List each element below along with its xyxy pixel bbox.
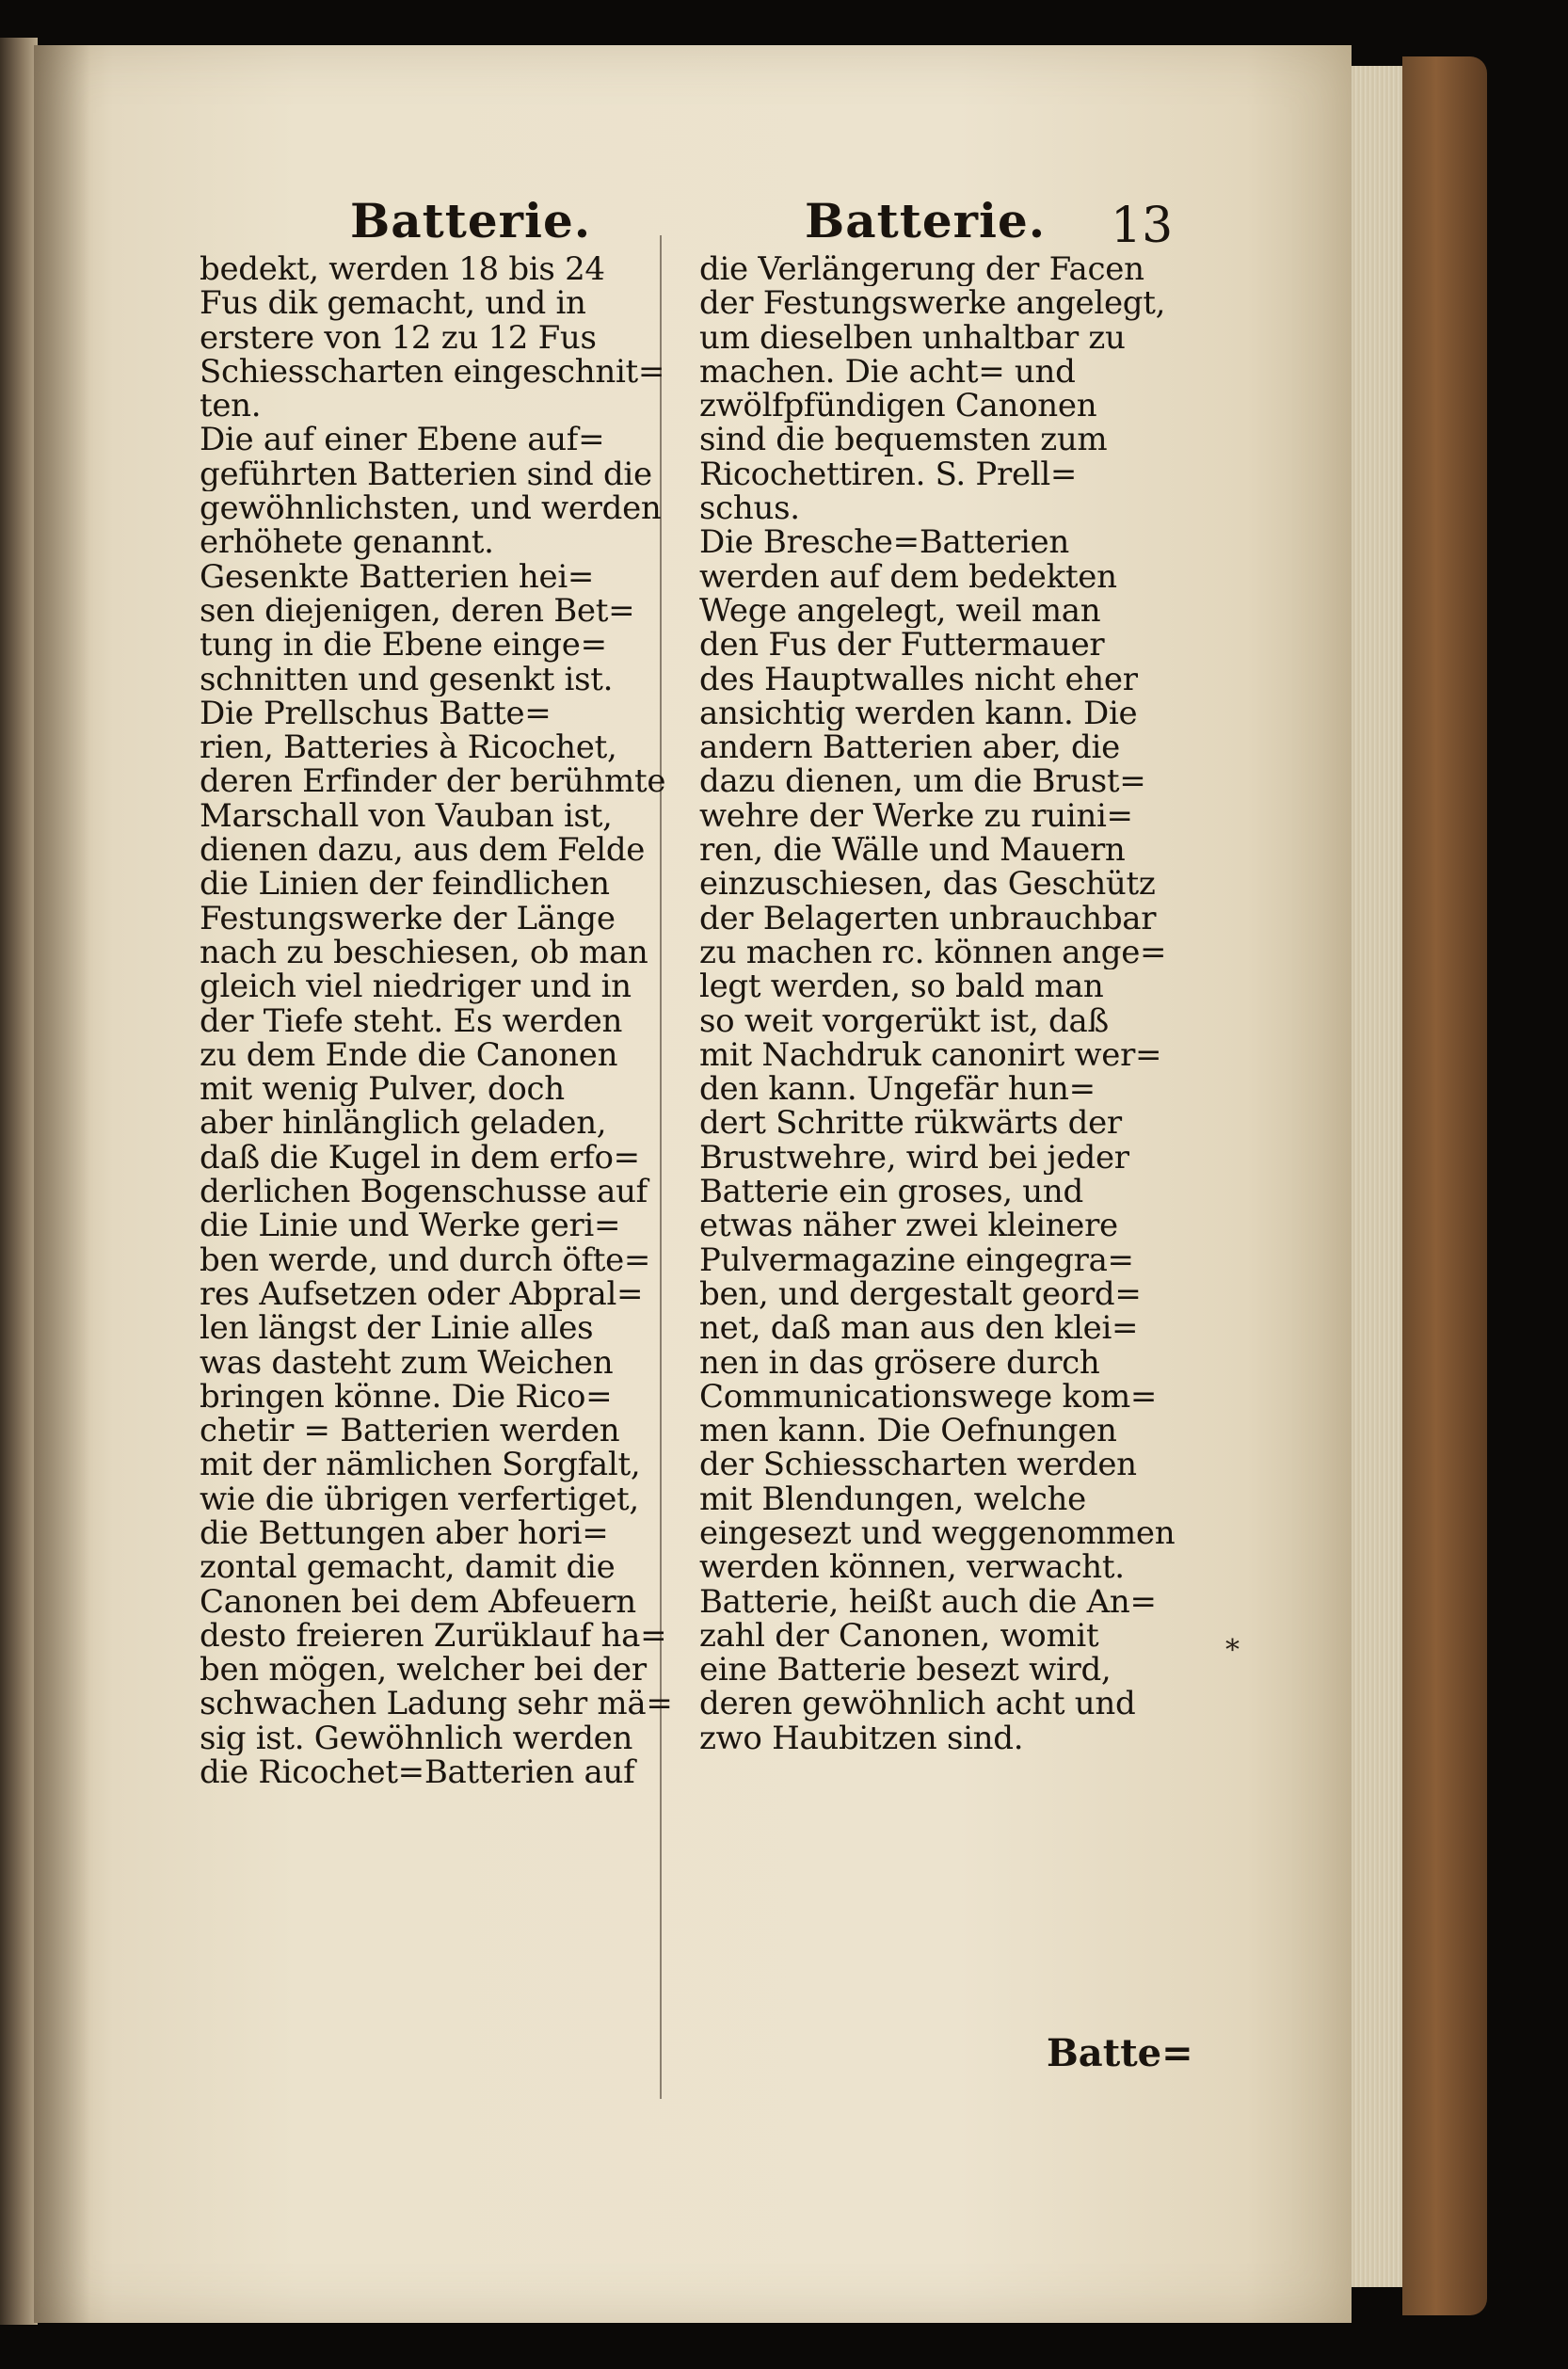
text-line: dert Schritte rükwärts der xyxy=(699,1106,1122,1141)
catchword: Batte= xyxy=(1047,2031,1193,2075)
text-line: nach zu beschiesen, ob man xyxy=(200,935,648,970)
text-line: erhöhete genannt. xyxy=(200,525,494,560)
text-line: Canonen bei dem Abfeuern xyxy=(200,1584,636,1619)
page-edges xyxy=(1352,66,1408,2287)
text-line: die Ricochet=Batterien auf xyxy=(200,1755,635,1790)
text-line: deren Erfinder der berühmte xyxy=(200,764,666,799)
text-line: daß die Kugel in dem erfo= xyxy=(200,1140,640,1176)
previous-page-edge xyxy=(0,38,38,2325)
text-line: rien, Batteries à Ricochet, xyxy=(200,730,617,765)
text-line: men kann. Die Oefnungen xyxy=(699,1414,1117,1449)
text-line: bringen könne. Die Rico= xyxy=(200,1379,613,1415)
text-line: Schiesscharten eingeschnit= xyxy=(200,354,665,390)
text-line: ansichtig werden kann. Die xyxy=(699,696,1138,731)
text-line: einzuschiesen, das Geschütz xyxy=(699,867,1156,902)
text-line: ten. xyxy=(200,389,262,424)
text-line: len längst der Linie alles xyxy=(200,1311,594,1346)
text-line: wie die übrigen verfertiget, xyxy=(200,1481,639,1516)
text-line: deren gewöhnlich acht und xyxy=(699,1687,1136,1721)
text-line: zahl der Canonen, womit xyxy=(699,1618,1099,1654)
text-line: Fus dik gemacht, und in xyxy=(200,286,586,321)
text-line: die Linien der feindlichen xyxy=(200,867,610,902)
text-line: Die Bresche=Batterien xyxy=(699,525,1069,560)
text-line: die Bettungen aber hori= xyxy=(200,1515,609,1551)
text-line: zu dem Ende die Canonen xyxy=(200,1037,618,1073)
text-line: der Festungswerke angelegt, xyxy=(699,286,1166,321)
text-line: Communicationswege kom= xyxy=(699,1379,1158,1415)
text-line: werden auf dem bedekten xyxy=(699,559,1117,594)
text-line: zu machen rc. können ange= xyxy=(699,935,1167,970)
text-line: Batterie ein groses, und xyxy=(699,1175,1083,1209)
text-line: geführten Batterien sind die xyxy=(200,456,652,492)
text-line: sind die bequemsten zum xyxy=(699,423,1108,457)
text-line: andern Batterien aber, die xyxy=(699,730,1120,765)
text-line: sen diejenigen, deren Bet= xyxy=(200,593,635,629)
text-line: Marschall von Vauban ist, xyxy=(200,798,613,834)
text-line: mit wenig Pulver, doch xyxy=(200,1072,565,1107)
text-line: die Verlängerung der Facen xyxy=(699,252,1144,287)
text-line: die Linie und Werke geri= xyxy=(200,1209,621,1243)
text-line: mit Blendungen, welche xyxy=(699,1481,1086,1516)
text-line: schus. xyxy=(699,491,800,526)
text-line: Gesenkte Batterien hei= xyxy=(200,559,595,594)
text-line: Die Prellschus Batte= xyxy=(200,696,552,731)
text-line: mit Nachdruk canonirt wer= xyxy=(699,1037,1162,1073)
text-line: res Aufsetzen oder Abpral= xyxy=(200,1276,644,1312)
text-line: Pulvermagazine eingegra= xyxy=(699,1242,1134,1277)
text-line: so weit vorgerükt ist, daß xyxy=(699,1003,1109,1038)
text-line: Batterie, heißt auch die An= xyxy=(699,1584,1157,1619)
text-line: Wege angelegt, weil man xyxy=(699,593,1101,629)
text-line: der Belagerten unbrauchbar xyxy=(699,901,1157,936)
text-line: chetir = Batterien werden xyxy=(200,1414,620,1449)
page-number: 13 xyxy=(1111,198,1174,254)
text-line: zontal gemacht, damit die xyxy=(200,1550,616,1585)
text-line: tung in die Ebene einge= xyxy=(200,628,607,663)
text-line: ben mögen, welcher bei der xyxy=(200,1653,647,1688)
text-line: ren, die Wälle und Mauern xyxy=(699,833,1126,868)
text-line: wehre der Werke zu ruini= xyxy=(699,798,1133,834)
text-line: der Schiesscharten werden xyxy=(699,1448,1137,1482)
text-line: ben werde, und durch öfte= xyxy=(200,1242,651,1277)
text-line: eingesezt und weggenommen xyxy=(699,1515,1175,1551)
gutter-shadow xyxy=(34,45,90,2323)
text-line: eine Batterie besezt wird, xyxy=(699,1653,1112,1688)
text-line: net, daß man aus den klei= xyxy=(699,1311,1139,1346)
text-line: schwachen Ladung sehr mä= xyxy=(200,1687,673,1721)
margin-mark: * xyxy=(1225,1634,1240,1667)
text-line: den kann. Ungefär hun= xyxy=(699,1072,1096,1107)
text-line: aber hinlänglich geladen, xyxy=(200,1106,607,1141)
text-line: den Fus der Futtermauer xyxy=(699,628,1105,663)
text-line: des Hauptwalles nicht eher xyxy=(699,662,1138,696)
text-line: machen. Die acht= und xyxy=(699,354,1076,390)
text-line: werden können, verwacht. xyxy=(699,1550,1125,1585)
left-column xyxy=(200,252,675,1789)
text-line: gleich viel niedriger und in xyxy=(200,969,632,1004)
text-line: der Tiefe steht. Es werden xyxy=(200,1003,623,1038)
text-line: ben, und dergestalt geord= xyxy=(699,1276,1142,1312)
right-running-header: Batterie. xyxy=(805,193,1047,248)
text-line: nen in das grösere durch xyxy=(699,1345,1100,1380)
text-line: sig ist. Gewöhnlich werden xyxy=(200,1721,633,1756)
text-line: legt werden, so bald man xyxy=(699,969,1104,1004)
left-running-header: Batterie. xyxy=(350,193,592,248)
text-line: Ricochettiren. S. Prell= xyxy=(699,456,1078,492)
text-line: zwo Haubitzen sind. xyxy=(699,1721,1024,1756)
text-line: etwas näher zwei kleinere xyxy=(699,1209,1118,1243)
text-line: erstere von 12 zu 12 Fus xyxy=(200,320,597,355)
text-line: dazu dienen, um die Brust= xyxy=(699,764,1146,799)
text-line: dienen dazu, aus dem Felde xyxy=(200,833,646,868)
book-cover xyxy=(1402,56,1487,2315)
text-line: bedekt, werden 18 bis 24 xyxy=(200,252,605,287)
text-line: Festungswerke der Länge xyxy=(200,901,616,936)
text-line: gewöhnlichsten, und werden xyxy=(200,491,662,526)
right-column xyxy=(699,252,1175,1755)
text-line: mit der nämlichen Sorgfalt, xyxy=(200,1448,641,1482)
text-line: um dieselben unhaltbar zu xyxy=(699,320,1126,355)
text-line: was dasteht zum Weichen xyxy=(200,1345,614,1380)
text-line: desto freieren Zurüklauf ha= xyxy=(200,1618,667,1654)
text-line: schnitten und gesenkt ist. xyxy=(200,662,614,696)
text-line: Die auf einer Ebene auf= xyxy=(200,423,605,457)
text-line: zwölfpfündigen Canonen xyxy=(699,389,1097,424)
text-line: derlichen Bogenschusse auf xyxy=(200,1175,648,1209)
text-line: Brustwehre, wird bei jeder xyxy=(699,1140,1129,1176)
